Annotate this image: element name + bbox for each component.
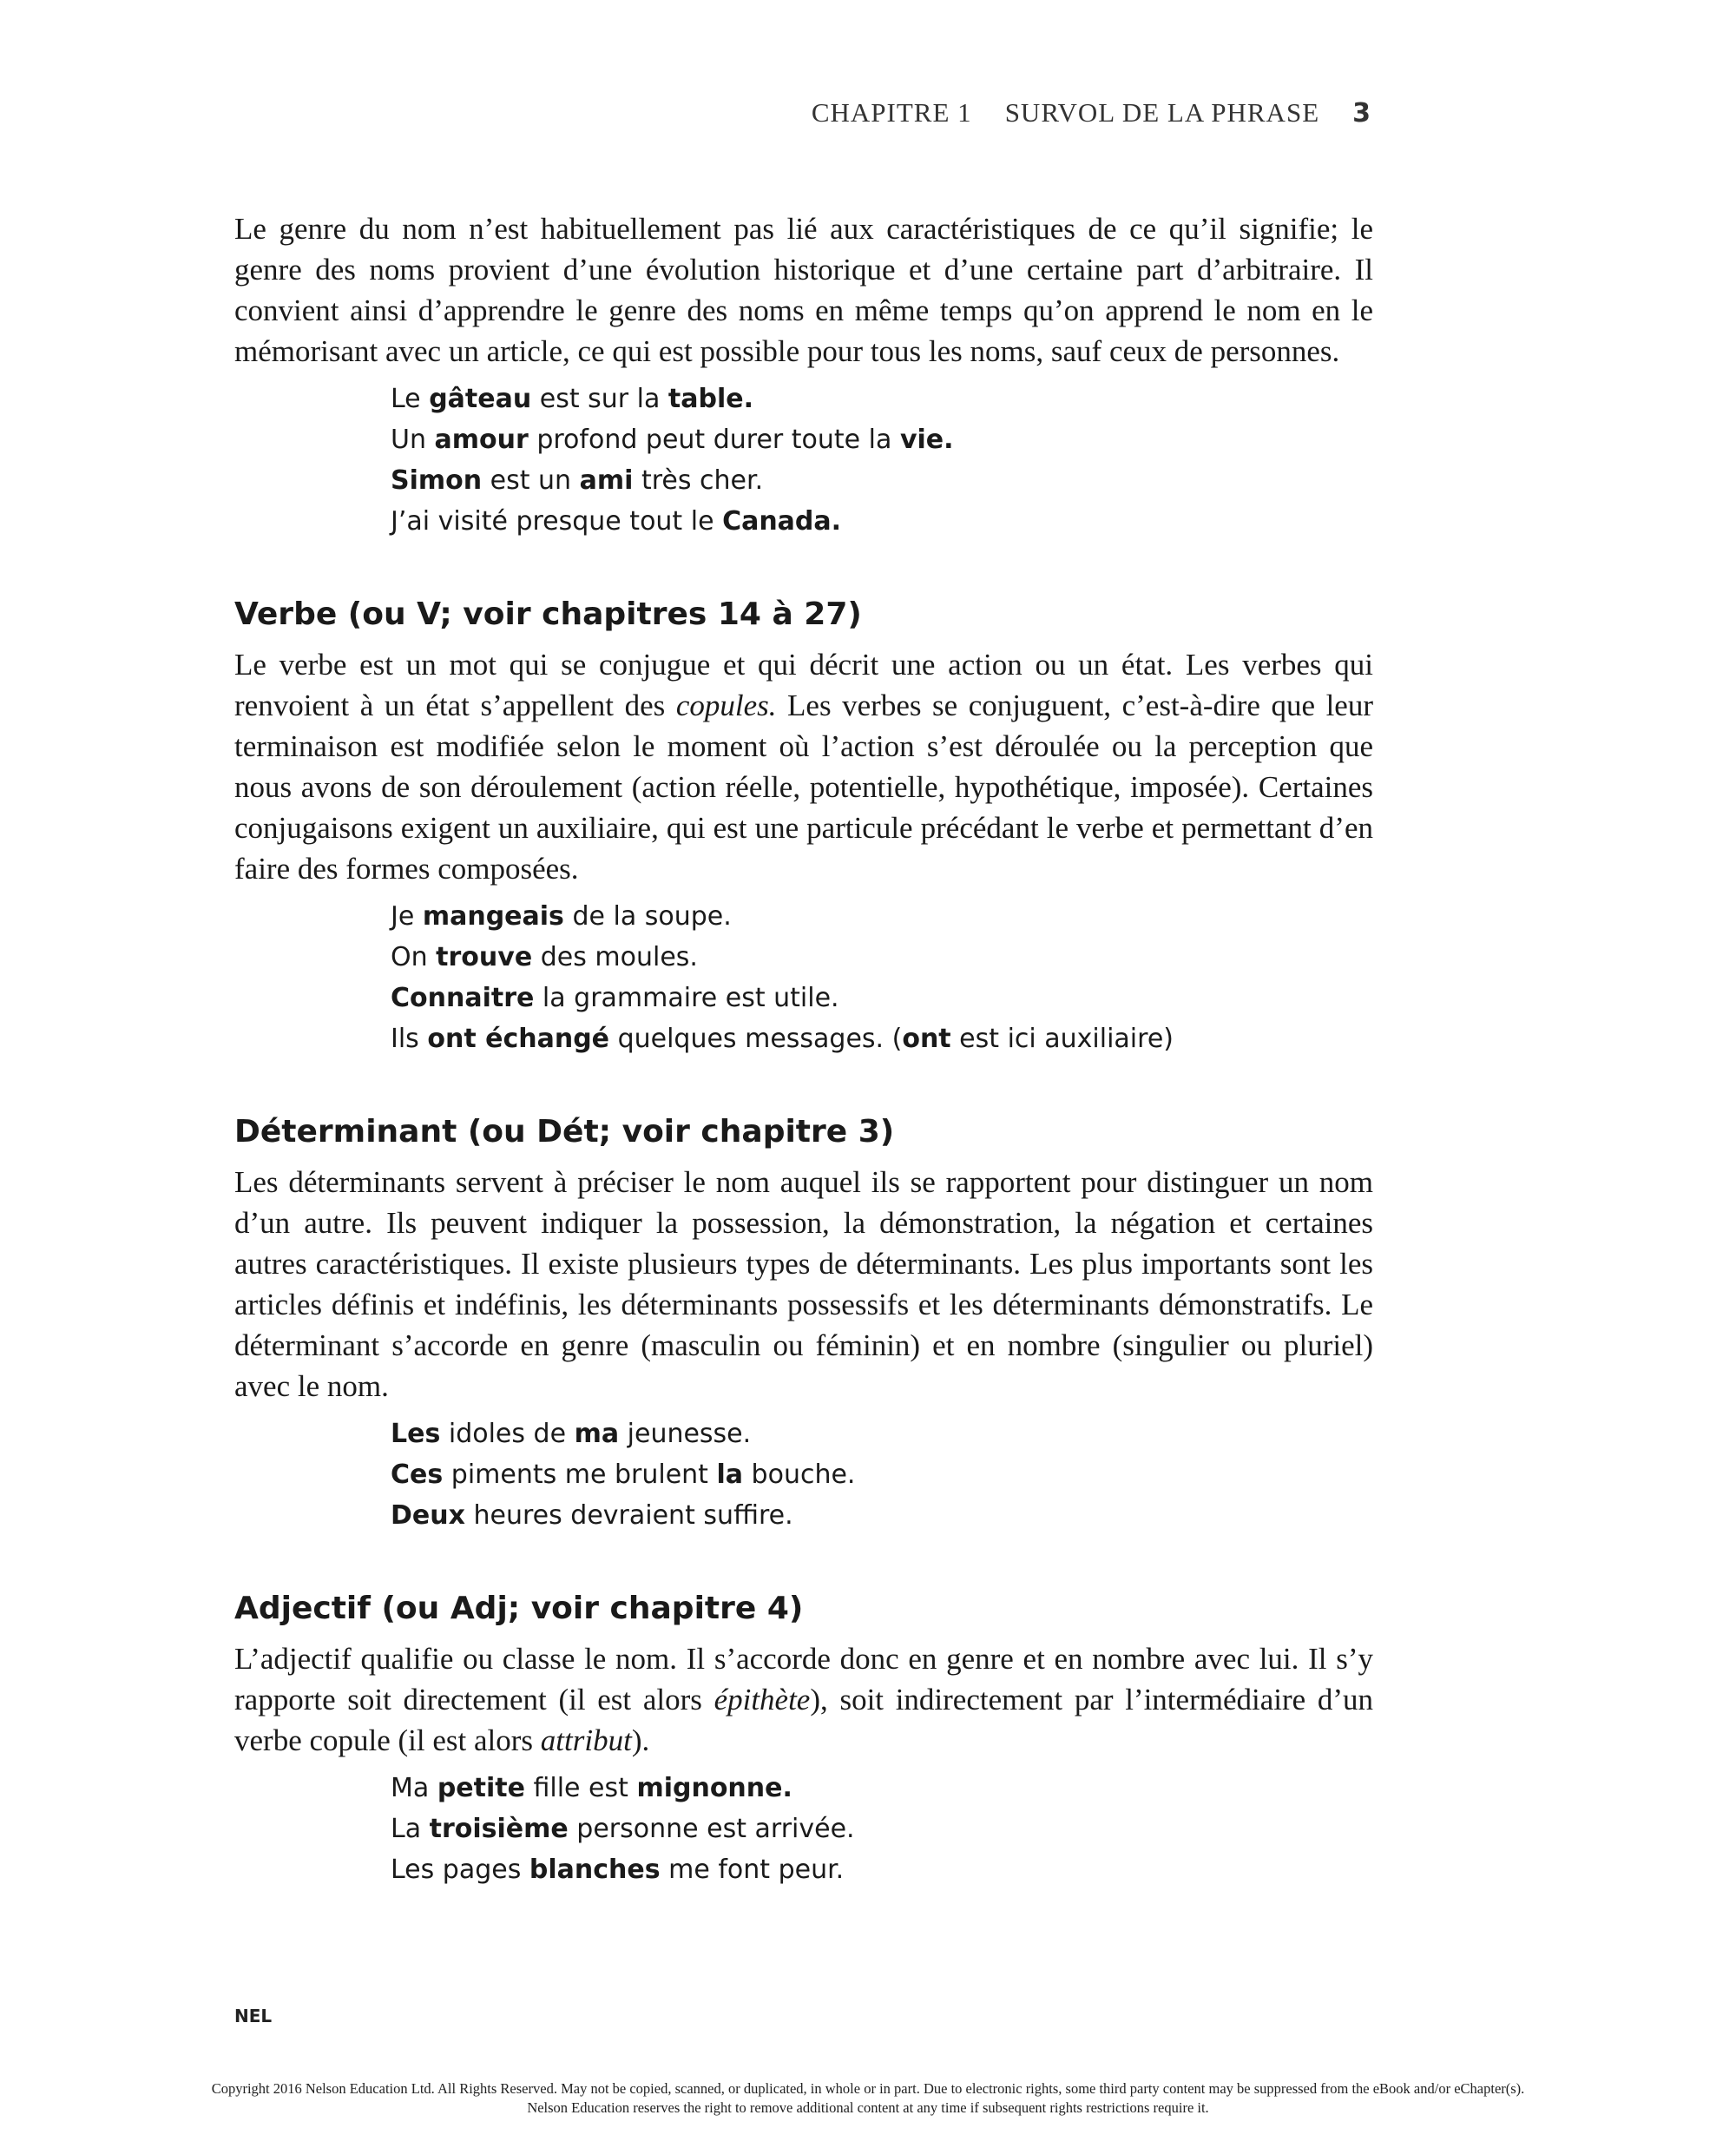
highlighted-word: mignonne. xyxy=(636,1773,792,1803)
highlighted-word: mangeais xyxy=(422,901,564,932)
highlighted-word: la xyxy=(716,1459,744,1490)
text-run: Le verbe est un mot qui se conjugue et qui décrit une action ou un état. Les verbes qui renvoient à un état s’appellent des xyxy=(234,648,1373,722)
example-sentence xyxy=(391,978,1373,1018)
section-examples xyxy=(391,1413,1373,1536)
example-sentence xyxy=(391,1495,1373,1536)
copyright-line: Nelson Education reserves the right to remove additional content at any time if subsequent rights restrictions require it. xyxy=(527,2099,1209,2116)
text-run: me font peur. xyxy=(660,1855,845,1885)
text-run: heures devraient suffire. xyxy=(464,1500,793,1531)
section-heading: Déterminant (ou Dét; voir chapitre 3) xyxy=(234,1114,895,1150)
highlighted-word: Ces xyxy=(391,1459,444,1490)
text-run: la grammaire est utile. xyxy=(534,983,839,1013)
text-run: Je xyxy=(391,901,423,932)
highlighted-word: table. xyxy=(667,384,753,414)
highlighted-word: Connaitre xyxy=(391,983,535,1013)
section-heading: Adjectif (ou Adj; voir chapitre 4) xyxy=(234,1591,804,1626)
highlighted-word: Deux xyxy=(391,1500,465,1531)
example-sentence xyxy=(391,1849,1373,1890)
text-run: personne est arrivée. xyxy=(568,1814,855,1844)
chapter-title: SURVOL DE LA PHRASE xyxy=(1004,97,1320,128)
text-run: Les pages xyxy=(391,1855,529,1885)
text-run: profond peut durer toute la xyxy=(528,425,900,455)
highlighted-word: blanches xyxy=(529,1855,661,1885)
highlighted-word: Simon xyxy=(391,465,483,496)
text-run: piments me brulent xyxy=(443,1459,717,1490)
page-number: 3 xyxy=(1352,98,1371,128)
text-run: J’ai visité presque tout le xyxy=(391,506,723,537)
text-run: idoles de xyxy=(440,1419,575,1449)
section-verbe xyxy=(234,596,1373,1059)
text-run: On xyxy=(391,942,437,972)
highlighted-word: troisième xyxy=(429,1814,569,1844)
text-run: Les verbes se conjuguent, c’est-à-dire que leur terminaison est modifiée selon le moment où l’action s’est déroulée ou la perception que nous avons de son déroulement (action réelle, potentielle, hypothétique, imposée). Certaines conjugaisons exigent un auxiliaire, qui est une particule précédant le verbe et permettant d’en faire des formes composées. xyxy=(234,689,1373,886)
text-run: est ici auxiliaire) xyxy=(950,1024,1174,1054)
text-run: quelques messages. ( xyxy=(609,1024,903,1054)
italic-term: épithète xyxy=(713,1683,811,1716)
chapter-label: CHAPITRE 1 xyxy=(811,97,972,128)
example-sentence xyxy=(391,1413,1373,1454)
running-head xyxy=(812,97,1371,128)
text-run: ). xyxy=(631,1723,650,1757)
text-run: jeunesse. xyxy=(619,1419,752,1449)
section-determinant xyxy=(234,1113,1373,1536)
section-examples xyxy=(391,1768,1373,1890)
example-sentence xyxy=(391,419,1373,460)
text-run: Les déterminants servent à préciser le nom auquel ils se rapportent pour distinguer un nom d’un autre. Ils peuvent indiquer la possession, la démonstration, la négation et certaines autres caractéristiques. Il existe plusieurs types de déterminants. Les plus importants sont les articles définis et indéfinis, les déterminants possessifs et les déterminants démonstratifs. Le déterminant s’accorde en genre (masculin ou féminin) et en nombre (singulier ou pluriel) avec le nom. xyxy=(234,1165,1373,1403)
copyright-notice xyxy=(0,2079,1736,2118)
example-sentence xyxy=(391,501,1373,542)
text-run: est sur la xyxy=(531,384,668,414)
text-run: Un xyxy=(391,425,435,455)
text-run: ), soit indirectement par l’intermédiaire d’un verbe copule (il est alors xyxy=(234,1683,1373,1757)
text-run: de la soupe. xyxy=(563,901,732,932)
highlighted-word: trouve xyxy=(436,942,533,972)
section-examples xyxy=(391,896,1373,1059)
highlighted-word: vie. xyxy=(899,425,954,455)
italic-term: copules. xyxy=(675,689,777,722)
highlighted-word: petite xyxy=(437,1773,525,1803)
highlighted-word: gâteau xyxy=(429,384,532,414)
text-run: Le xyxy=(391,384,430,414)
section-heading: Verbe (ou V; voir chapitres 14 à 27) xyxy=(234,596,862,632)
highlighted-word: Canada. xyxy=(722,506,842,537)
italic-term: attribut xyxy=(540,1723,632,1757)
section-paragraph xyxy=(234,1162,1373,1407)
intro-examples xyxy=(391,379,1373,542)
highlighted-word: ont xyxy=(902,1024,951,1054)
highlighted-word: ami xyxy=(579,465,634,496)
example-sentence xyxy=(391,1454,1373,1495)
copyright-line: Copyright 2016 Nelson Education Ltd. All Rights Reserved. May not be copied, scanned, or duplicated, in whole or in part. Due to electronic rights, some third party content may be suppressed from the eBook and/or eChapter(s). xyxy=(211,2080,1525,2097)
text-run: bouche. xyxy=(743,1459,856,1490)
section-adjectif xyxy=(234,1590,1373,1890)
example-sentence xyxy=(391,1809,1373,1849)
text-run: Ma xyxy=(391,1773,437,1803)
example-sentence xyxy=(391,379,1373,419)
publisher-mark: NEL xyxy=(234,2006,273,2026)
example-sentence xyxy=(391,896,1373,937)
example-sentence xyxy=(391,1768,1373,1809)
example-sentence xyxy=(391,1018,1373,1059)
highlighted-word: amour xyxy=(434,425,529,455)
highlighted-word: Les xyxy=(391,1419,441,1449)
section-paragraph xyxy=(234,644,1373,889)
page-body xyxy=(234,208,1373,1890)
text-run: très cher. xyxy=(633,465,764,496)
text-run: Ils xyxy=(391,1024,428,1054)
text-run: L’adjectif qualifie ou classe le nom. Il s’accorde donc en genre et en nombre avec lui. Il s’y rapporte soit directement (il est alors xyxy=(234,1642,1373,1716)
highlighted-word: ma xyxy=(574,1419,620,1449)
intro-paragraph: Le genre du nom n’est habituellement pas lié aux caractéristiques de ce qu’il signifie; le genre des noms provient d’une évolution historique et d’une certaine part d’arbitraire. Il convient ainsi d’apprendre le genre des noms en même temps qu’on apprend le nom en le mémorisant avec un article, ce qui est possible pour tous les noms, sauf ceux de personnes. xyxy=(234,212,1373,368)
text-run: des moules. xyxy=(532,942,698,972)
text-run: est un xyxy=(482,465,580,496)
text-run: fille est xyxy=(524,1773,637,1803)
example-sentence xyxy=(391,460,1373,501)
text-run: La xyxy=(391,1814,430,1844)
section-paragraph xyxy=(234,1638,1373,1761)
highlighted-word: ont échangé xyxy=(427,1024,610,1054)
example-sentence xyxy=(391,937,1373,978)
